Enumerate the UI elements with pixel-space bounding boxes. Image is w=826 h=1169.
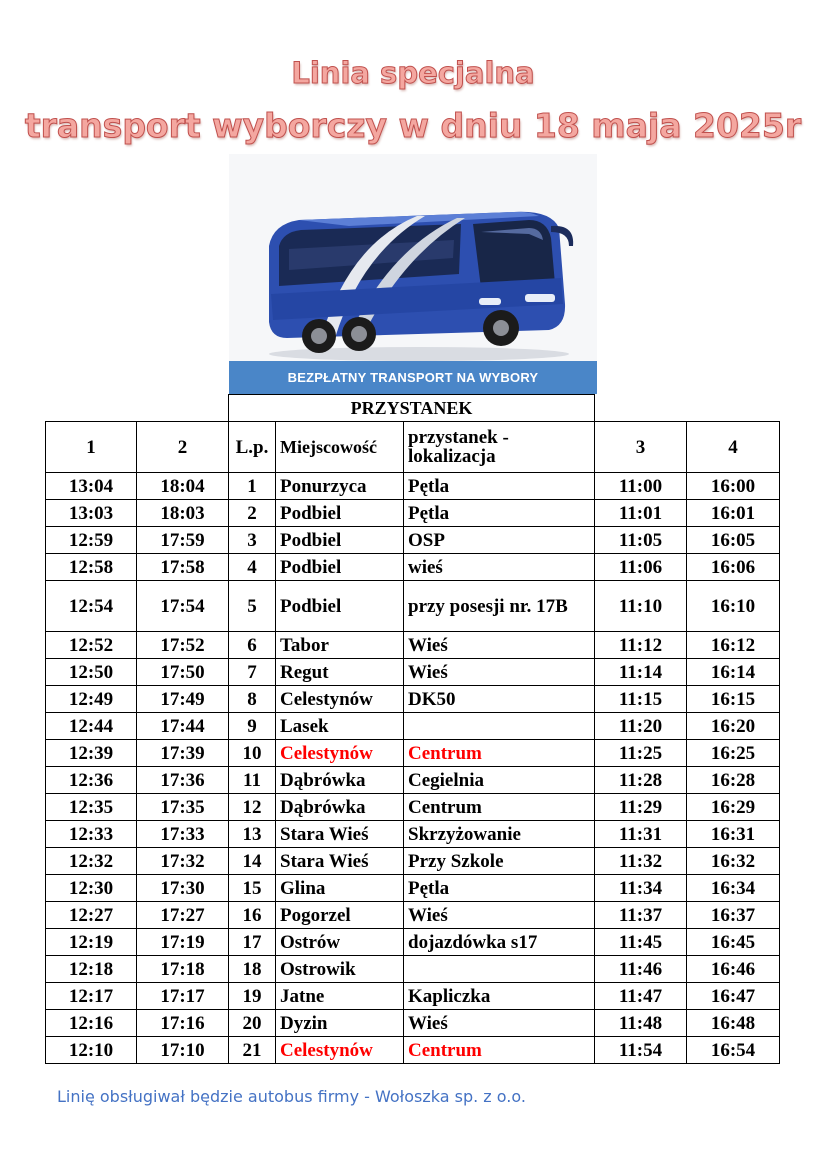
time-col-4: 16:29 <box>687 794 780 821</box>
table-row <box>46 686 780 713</box>
place-cell: Celestynów <box>276 740 404 767</box>
place-cell: Jatne <box>276 983 404 1010</box>
time-col-1: 12:36 <box>46 767 137 794</box>
time-col-4: 16:05 <box>687 527 780 554</box>
column-header-3: 3 <box>595 422 687 473</box>
row-number: 5 <box>229 581 276 632</box>
table-row <box>46 1010 780 1037</box>
table-row <box>46 902 780 929</box>
place-cell: Glina <box>276 875 404 902</box>
stop-cell: przy posesji nr. 17B <box>404 581 595 632</box>
time-col-4: 16:15 <box>687 686 780 713</box>
time-col-1: 12:52 <box>46 632 137 659</box>
row-number: 8 <box>229 686 276 713</box>
place-cell: Dyzin <box>276 1010 404 1037</box>
time-col-3: 11:45 <box>595 929 687 956</box>
row-number: 14 <box>229 848 276 875</box>
place-cell: Podbiel <box>276 581 404 632</box>
stop-cell: Wieś <box>404 632 595 659</box>
stop-cell: Skrzyżowanie <box>404 821 595 848</box>
time-col-4: 16:37 <box>687 902 780 929</box>
time-col-4: 16:00 <box>687 473 780 500</box>
row-number: 19 <box>229 983 276 1010</box>
title-line-2: transport wyborczy w dniu 18 maja 2025r <box>24 106 802 145</box>
time-col-3: 11:12 <box>595 632 687 659</box>
time-col-2: 17:30 <box>137 875 229 902</box>
table-row <box>46 929 780 956</box>
time-col-4: 16:45 <box>687 929 780 956</box>
stop-cell: Wieś <box>404 659 595 686</box>
title-line-1: Linia specjalna <box>291 56 535 90</box>
time-col-3: 11:47 <box>595 983 687 1010</box>
time-col-3: 11:01 <box>595 500 687 527</box>
time-col-4: 16:31 <box>687 821 780 848</box>
stop-cell <box>404 956 595 983</box>
bus-image <box>229 154 597 394</box>
stop-cell <box>404 713 595 740</box>
time-col-2: 18:04 <box>137 473 229 500</box>
time-col-3: 11:31 <box>595 821 687 848</box>
time-col-4: 16:46 <box>687 956 780 983</box>
stop-cell: Centrum <box>404 740 595 767</box>
time-col-3: 11:32 <box>595 848 687 875</box>
row-number: 13 <box>229 821 276 848</box>
time-col-3: 11:54 <box>595 1037 687 1064</box>
stop-cell: OSP <box>404 527 595 554</box>
column-header-row <box>46 422 780 473</box>
time-col-2: 17:49 <box>137 686 229 713</box>
stop-cell: Pętla <box>404 473 595 500</box>
time-col-1: 12:59 <box>46 527 137 554</box>
time-col-4: 16:25 <box>687 740 780 767</box>
row-number: 3 <box>229 527 276 554</box>
time-col-2: 17:27 <box>137 902 229 929</box>
free-transport-banner: BEZPŁATNY TRANSPORT NA WYBORY <box>229 361 597 394</box>
table-row <box>46 713 780 740</box>
time-col-1: 12:44 <box>46 713 137 740</box>
column-header-1: 1 <box>46 422 137 473</box>
time-col-3: 11:05 <box>595 527 687 554</box>
time-col-4: 16:20 <box>687 713 780 740</box>
timetable <box>45 394 780 1064</box>
time-col-4: 16:06 <box>687 554 780 581</box>
stop-cell: Centrum <box>404 794 595 821</box>
row-number: 9 <box>229 713 276 740</box>
table-row <box>46 1037 780 1064</box>
stop-cell: Pętla <box>404 875 595 902</box>
time-col-2: 17:39 <box>137 740 229 767</box>
stop-cell: Wieś <box>404 1010 595 1037</box>
place-cell: Celestynów <box>276 686 404 713</box>
table-row <box>46 767 780 794</box>
place-cell: Tabor <box>276 632 404 659</box>
table-row <box>46 956 780 983</box>
table-row <box>46 581 780 632</box>
time-col-3: 11:29 <box>595 794 687 821</box>
place-cell: Podbiel <box>276 500 404 527</box>
time-col-1: 12:50 <box>46 659 137 686</box>
table-row <box>46 821 780 848</box>
row-number: 2 <box>229 500 276 527</box>
time-col-3: 11:25 <box>595 740 687 767</box>
bus-icon <box>229 154 597 361</box>
time-col-2: 17:18 <box>137 956 229 983</box>
row-number: 10 <box>229 740 276 767</box>
time-col-2: 17:33 <box>137 821 229 848</box>
group-header-row <box>46 395 780 422</box>
footer-note: Linię obsługiwał będzie autobus firmy - Wołoszka sp. z o.o. <box>57 1087 526 1106</box>
row-number: 17 <box>229 929 276 956</box>
table-row <box>46 659 780 686</box>
row-number: 11 <box>229 767 276 794</box>
place-cell: Ponurzyca <box>276 473 404 500</box>
table-row <box>46 848 780 875</box>
stop-cell: Pętla <box>404 500 595 527</box>
row-number: 15 <box>229 875 276 902</box>
time-col-2: 17:19 <box>137 929 229 956</box>
group-header-przystanek: PRZYSTANEK <box>229 395 595 422</box>
table-row <box>46 632 780 659</box>
time-col-3: 11:15 <box>595 686 687 713</box>
time-col-3: 11:34 <box>595 875 687 902</box>
time-col-1: 12:39 <box>46 740 137 767</box>
place-cell: Dąbrówka <box>276 794 404 821</box>
stop-cell: Cegielnia <box>404 767 595 794</box>
time-col-3: 11:10 <box>595 581 687 632</box>
time-col-2: 17:44 <box>137 713 229 740</box>
time-col-1: 12:58 <box>46 554 137 581</box>
time-col-3: 11:37 <box>595 902 687 929</box>
place-cell: Stara Wieś <box>276 821 404 848</box>
time-col-3: 11:28 <box>595 767 687 794</box>
time-col-1: 12:54 <box>46 581 137 632</box>
time-col-4: 16:14 <box>687 659 780 686</box>
place-cell: Lasek <box>276 713 404 740</box>
row-number: 6 <box>229 632 276 659</box>
place-cell: Podbiel <box>276 527 404 554</box>
time-col-1: 12:49 <box>46 686 137 713</box>
table-row <box>46 473 780 500</box>
table-row <box>46 527 780 554</box>
time-col-2: 17:10 <box>137 1037 229 1064</box>
table-row <box>46 983 780 1010</box>
time-col-4: 16:10 <box>687 581 780 632</box>
stop-cell: DK50 <box>404 686 595 713</box>
time-col-1: 12:16 <box>46 1010 137 1037</box>
column-header-lp: L.p. <box>229 422 276 473</box>
stop-cell: Kapliczka <box>404 983 595 1010</box>
time-col-4: 16:47 <box>687 983 780 1010</box>
time-col-3: 11:20 <box>595 713 687 740</box>
time-col-2: 17:17 <box>137 983 229 1010</box>
place-cell: Ostrowik <box>276 956 404 983</box>
time-col-1: 12:18 <box>46 956 137 983</box>
time-col-2: 17:54 <box>137 581 229 632</box>
column-header-2: 2 <box>137 422 229 473</box>
time-col-1: 12:19 <box>46 929 137 956</box>
time-col-2: 17:32 <box>137 848 229 875</box>
place-cell: Dąbrówka <box>276 767 404 794</box>
time-col-4: 16:32 <box>687 848 780 875</box>
time-col-2: 17:58 <box>137 554 229 581</box>
time-col-1: 13:04 <box>46 473 137 500</box>
time-col-4: 16:54 <box>687 1037 780 1064</box>
place-cell: Stara Wieś <box>276 848 404 875</box>
row-number: 16 <box>229 902 276 929</box>
time-col-1: 12:17 <box>46 983 137 1010</box>
row-number: 20 <box>229 1010 276 1037</box>
time-col-3: 11:06 <box>595 554 687 581</box>
time-col-1: 13:03 <box>46 500 137 527</box>
table-row <box>46 554 780 581</box>
time-col-2: 17:59 <box>137 527 229 554</box>
time-col-4: 16:01 <box>687 500 780 527</box>
stop-cell: Centrum <box>404 1037 595 1064</box>
row-number: 7 <box>229 659 276 686</box>
place-cell: Ostrów <box>276 929 404 956</box>
time-col-2: 17:16 <box>137 1010 229 1037</box>
column-header-place: Miejscowość <box>276 422 404 473</box>
time-col-3: 11:46 <box>595 956 687 983</box>
time-col-2: 17:36 <box>137 767 229 794</box>
time-col-2: 17:50 <box>137 659 229 686</box>
place-cell: Regut <box>276 659 404 686</box>
time-col-1: 12:33 <box>46 821 137 848</box>
time-col-4: 16:12 <box>687 632 780 659</box>
time-col-1: 12:27 <box>46 902 137 929</box>
time-col-1: 12:35 <box>46 794 137 821</box>
row-number: 18 <box>229 956 276 983</box>
time-col-1: 12:32 <box>46 848 137 875</box>
row-number: 4 <box>229 554 276 581</box>
table-row <box>46 740 780 767</box>
column-header-4: 4 <box>687 422 780 473</box>
row-number: 21 <box>229 1037 276 1064</box>
time-col-4: 16:34 <box>687 875 780 902</box>
stop-cell: Wieś <box>404 902 595 929</box>
place-cell: Celestynów <box>276 1037 404 1064</box>
table-row <box>46 875 780 902</box>
time-col-1: 12:10 <box>46 1037 137 1064</box>
place-cell: Pogorzel <box>276 902 404 929</box>
stop-cell: dojazdówka s17 <box>404 929 595 956</box>
time-col-3: 11:00 <box>595 473 687 500</box>
place-cell: Podbiel <box>276 554 404 581</box>
row-number: 1 <box>229 473 276 500</box>
time-col-3: 11:14 <box>595 659 687 686</box>
column-header-stop: przystanek - lokalizacja <box>404 422 595 473</box>
stop-cell: wieś <box>404 554 595 581</box>
stop-cell: Przy Szkole <box>404 848 595 875</box>
time-col-4: 16:28 <box>687 767 780 794</box>
time-col-2: 17:52 <box>137 632 229 659</box>
time-col-2: 18:03 <box>137 500 229 527</box>
table-row <box>46 794 780 821</box>
time-col-3: 11:48 <box>595 1010 687 1037</box>
table-row <box>46 500 780 527</box>
time-col-4: 16:48 <box>687 1010 780 1037</box>
time-col-1: 12:30 <box>46 875 137 902</box>
row-number: 12 <box>229 794 276 821</box>
time-col-2: 17:35 <box>137 794 229 821</box>
